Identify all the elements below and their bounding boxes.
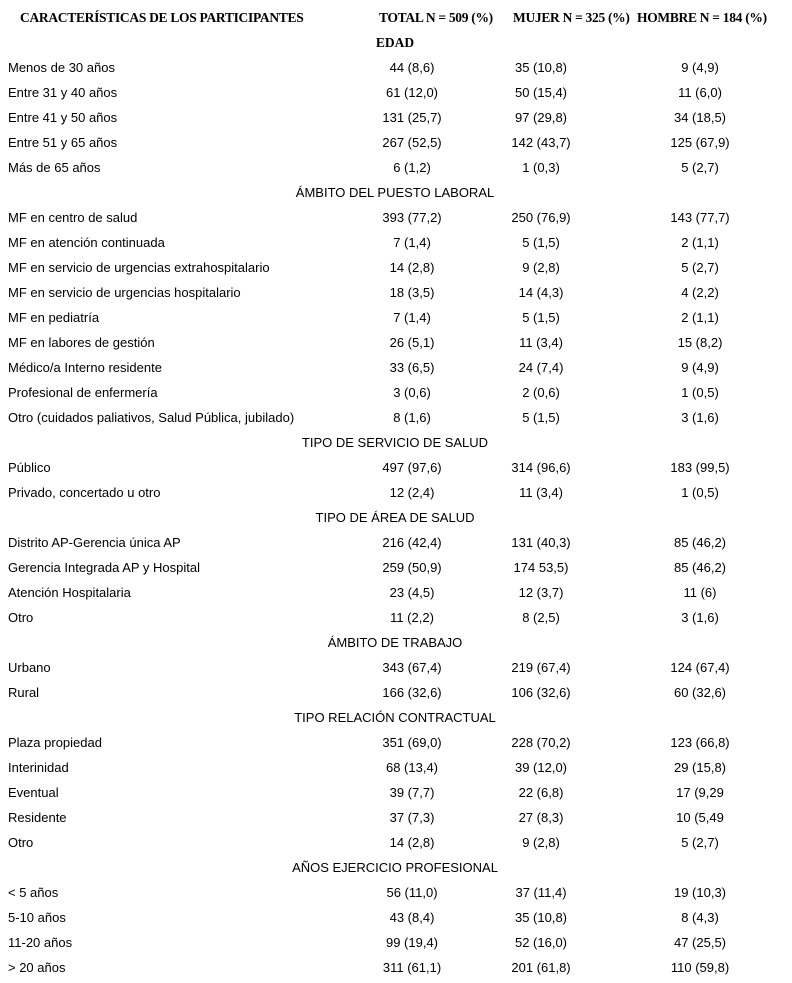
hombre-value: 9 (4,9) [681, 60, 719, 75]
hombre-value: 15 (8,2) [677, 335, 723, 350]
hombre-value: 3 (1,6) [681, 410, 719, 425]
hombre-value: 2 (1,1) [681, 235, 719, 250]
total-value: 68 (13,4) [385, 760, 439, 775]
mujer-value: 106 (32,6) [511, 685, 571, 700]
table-row [0, 280, 792, 305]
hombre-value: 19 (10,3) [673, 885, 727, 900]
mujer-value: 35 (10,8) [514, 60, 568, 75]
mujer-value: 39 (12,0) [514, 760, 568, 775]
section-title: ÁMBITO DEL PUESTO LABORAL [295, 185, 495, 200]
hombre-value: 1 (0,5) [681, 385, 719, 400]
hombre-value: 29 (15,8) [673, 760, 727, 775]
row-label: Residente [8, 810, 67, 825]
total-value: 44 (8,6) [389, 60, 435, 75]
mujer-value: 52 (16,0) [514, 935, 568, 950]
section-header [0, 430, 792, 455]
table-row [0, 405, 792, 430]
row-label: Plaza propiedad [8, 735, 102, 750]
hombre-value: 85 (46,2) [673, 560, 727, 575]
hombre-value: 124 (67,4) [670, 660, 730, 675]
table-row [0, 205, 792, 230]
total-value: 166 (32,6) [382, 685, 442, 700]
hombre-value: 47 (25,5) [673, 935, 727, 950]
section-header [0, 630, 792, 655]
table-row [0, 830, 792, 855]
table-row [0, 655, 792, 680]
table-row [0, 355, 792, 380]
table-row [0, 55, 792, 80]
section-header [0, 180, 792, 205]
table-row [0, 480, 792, 505]
total-value: 7 (1,4) [393, 235, 431, 250]
mujer-value: 11 (3,4) [519, 335, 563, 350]
header-total: TOTAL N = 509 (%) [379, 10, 493, 25]
table-row [0, 530, 792, 555]
total-value: 351 (69,0) [382, 735, 442, 750]
mujer-value: 11 (3,4) [519, 485, 563, 500]
total-value: 267 (52,5) [382, 135, 442, 150]
mujer-value: 14 (4,3) [518, 285, 564, 300]
total-value: 259 (50,9) [382, 560, 442, 575]
table-row [0, 380, 792, 405]
total-value: 33 (6,5) [389, 360, 435, 375]
row-label: Otro [8, 835, 34, 850]
table-row [0, 330, 792, 355]
hombre-value: 8 (4,3) [681, 910, 719, 925]
row-label: Otro (cuidados paliativos, Salud Pública, jubilado) [8, 410, 295, 425]
table-row [0, 905, 792, 930]
mujer-value: 142 (43,7) [511, 135, 571, 150]
hombre-value: 11 (6) [683, 585, 717, 600]
row-label: Interinidad [8, 760, 69, 775]
table-row [0, 455, 792, 480]
hombre-value: 60 (32,6) [673, 685, 727, 700]
section-header [0, 505, 792, 530]
total-value: 99 (19,4) [385, 935, 439, 950]
row-label: Atención Hospitalaria [8, 585, 131, 600]
table-row [0, 155, 792, 180]
total-value: 6 (1,2) [393, 160, 431, 175]
hombre-value: 125 (67,9) [670, 135, 730, 150]
section-title: AÑOS EJERCICIO PROFESIONAL [292, 860, 498, 875]
total-value: 393 (77,2) [382, 210, 442, 225]
mujer-value: 1 (0,3) [522, 160, 560, 175]
section-header [0, 855, 792, 880]
row-label: Urbano [8, 660, 51, 675]
mujer-value: 174 53,5) [513, 560, 569, 575]
row-label: Rural [8, 685, 40, 700]
mujer-value: 2 (0,6) [522, 385, 560, 400]
total-value: 216 (42,4) [382, 535, 442, 550]
hombre-value: 110 (59,8) [670, 960, 730, 975]
section-title: TIPO DE ÁREA DE SALUD [315, 510, 475, 525]
total-value: 343 (67,4) [382, 660, 442, 675]
mujer-value: 24 (7,4) [518, 360, 564, 375]
header-characteristics: CARACTERÍSTICAS DE LOS PARTICIPANTES [20, 10, 304, 25]
total-value: 11 (2,2) [390, 610, 434, 625]
hombre-value: 3 (1,6) [681, 610, 719, 625]
row-label: Entre 51 y 65 años [8, 135, 118, 150]
hombre-value: 5 (2,7) [681, 160, 719, 175]
table-row [0, 955, 792, 980]
mujer-value: 131 (40,3) [511, 535, 571, 550]
total-value: 39 (7,7) [389, 785, 435, 800]
header-hombre: HOMBRE N = 184 (%) [637, 10, 767, 25]
total-value: 43 (8,4) [389, 910, 435, 925]
row-label: Gerencia Integrada AP y Hospital [8, 560, 200, 575]
row-label: > 20 años [8, 960, 66, 975]
hombre-value: 17 (9,29 [676, 785, 724, 800]
hombre-value: 85 (46,2) [673, 535, 727, 550]
mujer-value: 5 (1,5) [522, 310, 560, 325]
row-label: MF en servicio de urgencias hospitalario [8, 285, 241, 300]
table-row [0, 780, 792, 805]
mujer-value: 5 (1,5) [522, 235, 560, 250]
row-label: MF en labores de gestión [8, 335, 155, 350]
row-label: MF en servicio de urgencias extrahospitalario [8, 260, 270, 275]
table-header [0, 5, 792, 30]
mujer-value: 50 (15,4) [514, 85, 568, 100]
total-value: 7 (1,4) [393, 310, 431, 325]
hombre-value: 9 (4,9) [681, 360, 719, 375]
hombre-value: 34 (18,5) [673, 110, 727, 125]
section-title: TIPO RELACIÓN CONTRACTUAL [294, 710, 496, 725]
row-label: Público [8, 460, 51, 475]
total-value: 37 (7,3) [389, 810, 435, 825]
table-row [0, 730, 792, 755]
mujer-value: 201 (61,8) [511, 960, 571, 975]
table-row [0, 805, 792, 830]
row-label: Profesional de enfermería [8, 385, 158, 400]
mujer-value: 9 (2,8) [522, 835, 560, 850]
row-label: Médico/a Interno residente [8, 360, 162, 375]
table-row [0, 580, 792, 605]
row-label: Eventual [8, 785, 59, 800]
total-value: 26 (5,1) [389, 335, 435, 350]
table-row [0, 880, 792, 905]
row-label: Privado, concertado u otro [8, 485, 161, 500]
row-label: Otro [8, 610, 34, 625]
total-value: 61 (12,0) [385, 85, 439, 100]
total-value: 23 (4,5) [389, 585, 435, 600]
header-mujer: MUJER N = 325 (%) [513, 10, 630, 25]
row-label: MF en atención continuada [8, 235, 165, 250]
table-row [0, 605, 792, 630]
row-label: Más de 65 años [8, 160, 101, 175]
table-row [0, 680, 792, 705]
mujer-value: 22 (6,8) [518, 785, 564, 800]
table-row [0, 255, 792, 280]
section-header [0, 705, 792, 730]
hombre-value: 10 (5,49 [676, 810, 724, 825]
mujer-value: 219 (67,4) [511, 660, 571, 675]
hombre-value: 2 (1,1) [681, 310, 719, 325]
participants-table [0, 5, 792, 980]
hombre-value: 183 (99,5) [670, 460, 730, 475]
table-body [0, 30, 792, 980]
table-row [0, 130, 792, 155]
row-label: 11-20 años [8, 935, 73, 950]
table-row [0, 230, 792, 255]
total-value: 8 (1,6) [393, 410, 431, 425]
mujer-value: 27 (8,3) [518, 810, 564, 825]
hombre-value: 5 (2,7) [681, 260, 719, 275]
mujer-value: 250 (76,9) [511, 210, 571, 225]
mujer-value: 9 (2,8) [522, 260, 560, 275]
table-row [0, 930, 792, 955]
mujer-value: 314 (96,6) [511, 460, 571, 475]
total-value: 131 (25,7) [382, 110, 442, 125]
mujer-value: 8 (2,5) [522, 610, 560, 625]
hombre-value: 1 (0,5) [681, 485, 719, 500]
mujer-value: 37 (11,4) [515, 885, 567, 900]
row-label: MF en pediatría [8, 310, 100, 325]
row-label: 5-10 años [8, 910, 66, 925]
section-title: TIPO DE SERVICIO DE SALUD [301, 435, 489, 450]
mujer-value: 35 (10,8) [514, 910, 568, 925]
row-label: Menos de 30 años [8, 60, 115, 75]
section-header [0, 30, 792, 55]
hombre-value: 123 (66,8) [670, 735, 730, 750]
total-value: 311 (61,1) [382, 960, 442, 975]
total-value: 14 (2,8) [389, 260, 435, 275]
total-value: 12 (2,4) [389, 485, 435, 500]
row-label: Entre 31 y 40 años [8, 85, 118, 100]
table-row [0, 105, 792, 130]
total-value: 56 (11,0) [386, 885, 438, 900]
mujer-value: 12 (3,7) [518, 585, 564, 600]
total-value: 14 (2,8) [389, 835, 435, 850]
row-label: Entre 41 y 50 años [8, 110, 118, 125]
total-value: 18 (3,5) [389, 285, 435, 300]
section-title: ÁMBITO DE TRABAJO [327, 635, 463, 650]
table-row [0, 305, 792, 330]
hombre-value: 11 (6,0) [678, 85, 722, 100]
hombre-value: 5 (2,7) [681, 835, 719, 850]
row-label: Distrito AP-Gerencia única AP [8, 535, 181, 550]
table-row [0, 755, 792, 780]
mujer-value: 228 (70,2) [511, 735, 571, 750]
mujer-value: 97 (29,8) [514, 110, 568, 125]
row-label: MF en centro de salud [8, 210, 138, 225]
total-value: 497 (97,6) [382, 460, 442, 475]
table-row [0, 80, 792, 105]
hombre-value: 143 (77,7) [670, 210, 730, 225]
mujer-value: 5 (1,5) [522, 410, 560, 425]
section-title: EDAD [375, 35, 415, 50]
row-label: < 5 años [8, 885, 59, 900]
table-row [0, 555, 792, 580]
total-value: 3 (0,6) [393, 385, 431, 400]
hombre-value: 4 (2,2) [681, 285, 719, 300]
